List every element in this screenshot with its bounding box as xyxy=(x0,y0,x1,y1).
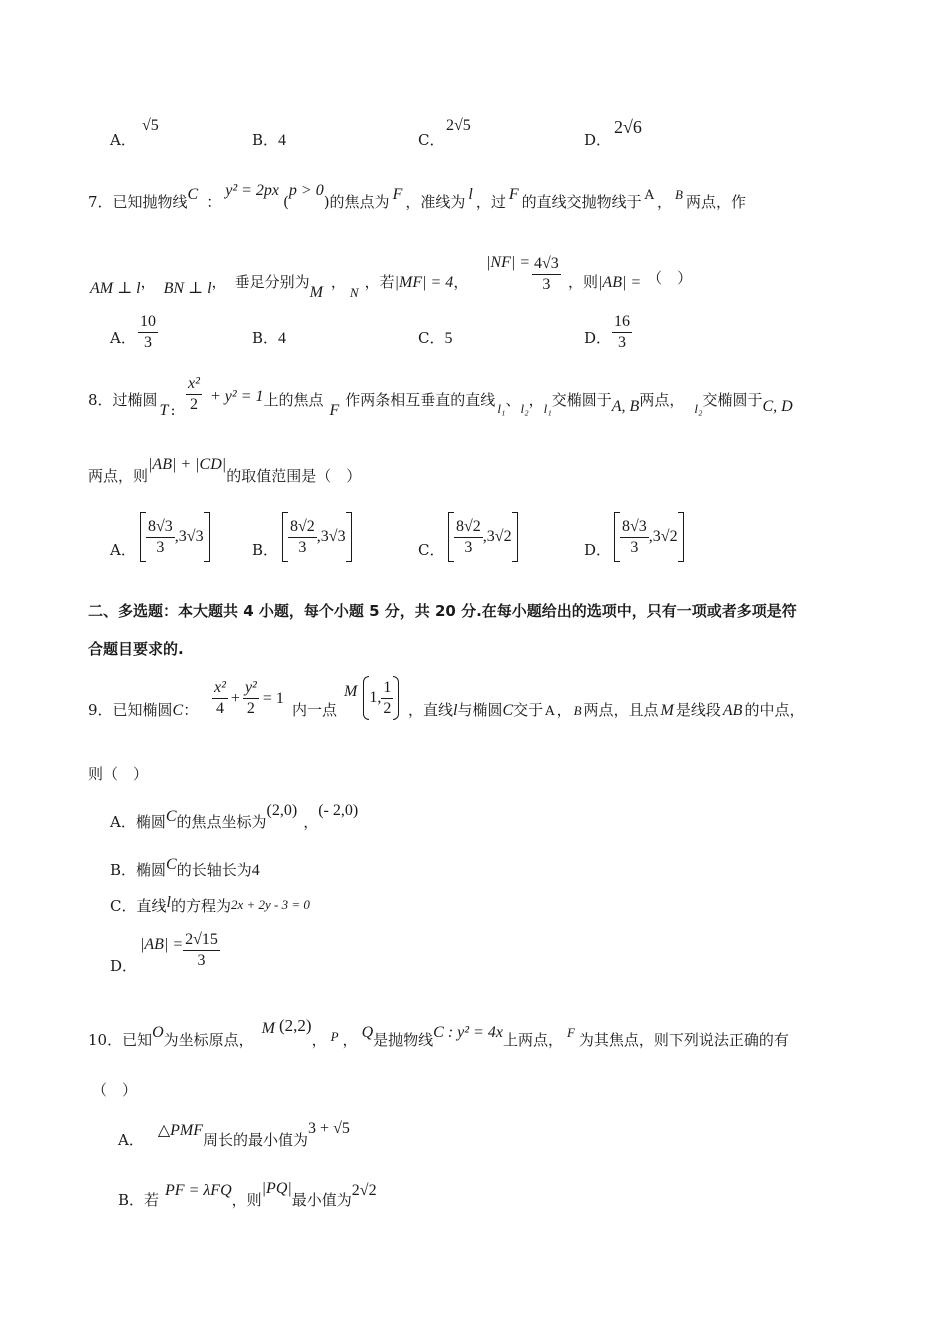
q8-option-d-label: D． xyxy=(584,541,612,559)
q10-line1: 10．已知O为坐标原点，M (2,2)， P ， Q是抛物线C : y² = 4x上两点， F 为其焦点，则下列说法正确的有 xyxy=(88,1016,789,1049)
q6-option-c-value: 2√5 xyxy=(446,117,471,134)
q7-line2: AM ⊥ l， BN ⊥ l， 垂足分别为M，N，若|MF| = 4， xyxy=(90,273,469,301)
q6-option-c: C． xyxy=(418,131,445,149)
q9-option-b: B．椭圆C的长轴长为4 xyxy=(110,856,260,879)
q6-option-d: D． xyxy=(584,131,612,149)
q8-option-a-label: A． xyxy=(110,541,136,559)
q8-line2: 两点，则|AB| + |CD|的取值范围是（ ） xyxy=(88,456,362,485)
q9-option-d-value: |AB| = $\frac{2√15}{3}$ xyxy=(140,931,218,969)
q9-ellipse-eq: $\frac{\text{x²}}{4}$ + $\frac{\text{y²}}{2}$ = 1 xyxy=(214,679,284,717)
q8-line1-rest: + y² = 1上的焦点F作两条相互垂直的直线 l₁、l₂，l₁交椭圆于A, B两点， l₂交椭圆于C, D xyxy=(210,388,793,419)
q9-line1-rest: ，直线l与椭圆C交于 A ， B 两点，且点 M 是线段 AB 的中点， xyxy=(408,701,805,719)
q10-option-b: B．若PF = λFQ，则|PQ|最小值为2√2 xyxy=(118,1180,377,1209)
q7-line1: 7．已知抛物线C ：y² = 2px(p > 0)的焦点为 F ，准线为 l ，过 F 的直线交抛物线于 A ， B 两点，作 xyxy=(88,182,746,211)
q9-option-d-label: D． xyxy=(110,957,138,975)
q8-line1-start: 8．过椭圆T : xyxy=(88,391,176,419)
q8-option-c-label: C． xyxy=(418,541,445,559)
q9-option-a: A．椭圆C的焦点坐标为(2,0)，(- 2,0) xyxy=(110,802,359,831)
section2-header-line1: 二、多选题：本大题共 4 小题，每个小题 5 分，共 20 分.在每小题给出的选项中，只有一项或者多项是符 xyxy=(88,602,797,620)
q7-option-d-label: D． xyxy=(584,329,612,347)
q8-option-c-value: $\frac{8√2}{3}$ ,3√2 xyxy=(448,512,518,562)
section2-header-line2: 合题目要求的. xyxy=(88,640,184,658)
q7-option-d-value: $\frac{16}{3}$ xyxy=(614,313,630,351)
q6-option-b: B．4 xyxy=(252,131,287,149)
q9-line1-start: 9．已知椭圆C： xyxy=(88,701,199,719)
q7-option-b: B．4 xyxy=(252,329,287,347)
q8-option-d-value: $\frac{8√3}{3}$ ,3√2 xyxy=(614,512,684,562)
q6-option-a: A． xyxy=(110,131,136,149)
q9-line2: 则（ ） xyxy=(88,765,149,783)
q7-option-a-value: $\frac{10}{3}$ xyxy=(140,313,156,351)
q9-point-m: M 1, $\frac{1}{2}$ xyxy=(344,676,399,720)
q10-line2: （ ） xyxy=(92,1081,138,1099)
q8-option-b-value: $\frac{8√2}{3}$ ,3√3 xyxy=(282,512,352,562)
q6-option-d-value: 2√6 xyxy=(614,117,642,137)
q9-option-c: C．直线l的方程为2x + 2y - 3 = 0 xyxy=(110,894,310,915)
q7-option-c: C．5 xyxy=(418,329,453,347)
q7-option-a-label: A． xyxy=(110,329,136,347)
q7-line2-end: ，则|AB| = （ ） xyxy=(568,269,693,291)
q8-option-b-label: B． xyxy=(252,541,279,559)
q6-option-a-value: √5 xyxy=(142,117,159,134)
q7-nf-left: |NF| = xyxy=(486,254,531,271)
q7-nf-fraction: $\frac{4√3}{3}$ xyxy=(534,255,559,293)
q8-ellipse-fraction: $\frac{\text{x²}}{2}$ xyxy=(188,375,200,413)
q10-option-a: A．△PMF周长的最小值为3 + √5 xyxy=(118,1120,350,1149)
q8-option-a-value: $\frac{8√3}{3}$ ,3√3 xyxy=(140,512,210,562)
q9-text-inner-point: 内一点 xyxy=(292,701,338,719)
